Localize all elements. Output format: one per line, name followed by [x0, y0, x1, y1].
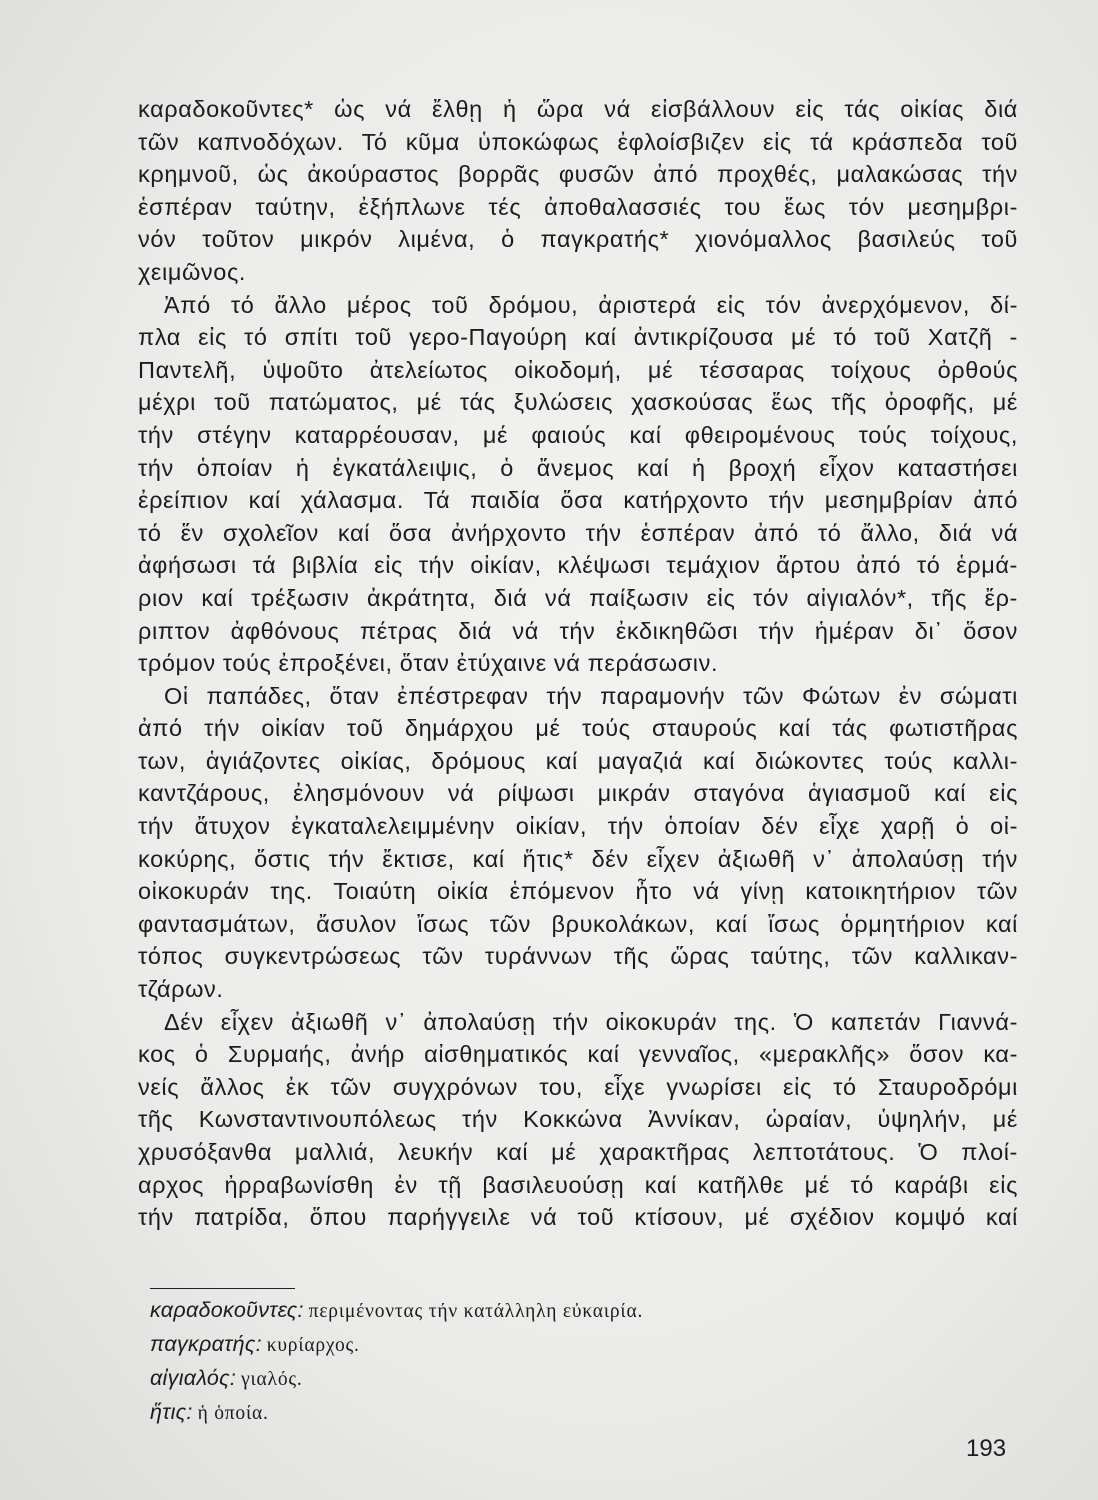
- footnote-definition: περιμένοντας τήν κατάλληλη εὐκαιρία.: [308, 1301, 644, 1322]
- text-line: καραδοκοῦντες* ὡς νά ἔλθῃ ἡ ὥρα νά εἰσβάλλουν εἰς τάς οἰκίας διά: [138, 96, 1018, 122]
- text-line: κοκύρης, ὅστις τήν ἔκτισε, καί ἥτις* δέν εἶχεν ἀξιωθῆ ν᾽ ἀπολαύσῃ τήν: [138, 845, 1018, 872]
- text-line: τζάρων.: [138, 976, 224, 1003]
- text-line: κρημνοῦ, ὡς ἀκούραστος βορρᾶς φυσῶν ἀπό προχθές, μαλακώσας τήν: [138, 161, 1018, 188]
- page-number: 193: [966, 1435, 1007, 1462]
- text-line: Ἀπό τό ἄλλο μέρος τοῦ δρόμου, ἀριστερά εἰς τόν ἀνερχόμενον, δί-: [164, 291, 1018, 318]
- text-line: οἰκοκυράν της. Τοιαύτη οἰκία ἑπόμενον ἦτο νά γίνῃ κατοικητήριον τῶν: [138, 878, 1018, 905]
- text-line: κος ὁ Συρμαής, ἀνήρ αἰσθηματικός καί γενναῖος, «μερακλῆς» ὅσον κα-: [138, 1041, 1018, 1068]
- text-line: τήν στέγην καταρρέουσαν, μέ φαιούς καί φθειρομένους τούς τοίχους,: [138, 421, 1018, 448]
- text-line: καντζάρους, ἐλησμόνουν νά ρίψωσι μικράν σταγόνα ἁγιασμοῦ καί εἰς: [138, 780, 1018, 807]
- text-line: Δέν εἶχεν ἀξιωθῆ ν᾽ ἀπολαύσῃ τήν οἰκοκυράν της. Ὁ καπετάν Γιαννά-: [164, 1008, 1018, 1035]
- text-line: τῆς Κωνσταντινουπόλεως τήν Κοκκώνα Ἀννίκαν, ὡραίαν, ὑψηλήν, μέ: [138, 1106, 1018, 1133]
- text-line: νείς ἄλλος ἐκ τῶν συγχρόνων του, εἶχε γνωρίσει εἰς τό Σταυροδρόμι: [138, 1073, 1018, 1100]
- footnote-term: ἥτις:: [150, 1400, 193, 1424]
- text-line: ἀφήσωσι τά βιβλία εἰς τήν οἰκίαν, κλέψωσι τεμάχιον ἄρτου ἀπό τό ἑρμά-: [138, 552, 1018, 579]
- text-line: τήν ὁποίαν ἡ ἐγκατάλειψις, ὁ ἄνεμος καί ἡ βροχή εἶχον καταστήσει: [138, 454, 1018, 481]
- text-line: ἐρείπιον καί χάλασμα. Τά παιδία ὅσα κατήρχοντο τήν μεσημβρίαν ἀπό: [138, 487, 1018, 514]
- footnote-term: αἰγιαλός:: [150, 1366, 237, 1390]
- text-line: τήν ἄτυχον ἐγκαταλελειμμένην οἰκίαν, τήν ὁποίαν δέν εἶχε χαρῇ ὁ οἰ-: [138, 813, 1018, 840]
- body-text: [138, 93, 1018, 1234]
- footnote: [150, 1294, 950, 1328]
- text-line: φαντασμάτων, ἄσυλον ἴσως τῶν βρυκολάκων, καί ἴσως ὁρμητήριον καί: [138, 910, 1018, 937]
- text-line: αρχος ἠρραβωνίσθη ἐν τῇ βασιλευούσῃ καί κατῆλθε μέ τό καράβι εἰς: [138, 1171, 1018, 1198]
- text-line: τό ἕν σχολεῖον καί ὅσα ἀνήρχοντο τήν ἑσπέραν ἀπό τό ἄλλο, διά νά: [138, 519, 1018, 546]
- text-line: τήν πατρίδα, ὅπου παρήγγειλε νά τοῦ κτίσουν, μέ σχέδιον κομψό καί: [138, 1204, 1018, 1231]
- footnote-definition: ἡ ὁποία.: [197, 1403, 269, 1424]
- text-line: Οἱ παπάδες, ὅταν ἐπέστρεφαν τήν παραμονήν τῶν Φώτων ἐν σώματι: [164, 682, 1018, 709]
- text-line: τρόμον τούς ἐπροξένει, ὅταν ἐτύχαινε νά περάσωσιν.: [138, 650, 719, 677]
- text-line: τῶν καπνοδόχων. Τό κῦμα ὑποκώφως ἐφλοίσβιζεν εἰς τά κράσπεδα τοῦ: [138, 128, 1018, 155]
- footnotes: [150, 1294, 950, 1430]
- footnote-definition: κυρίαρχος.: [266, 1335, 360, 1356]
- footnote-term: παγκρατής:: [150, 1332, 262, 1356]
- footnote-term: καραδοκοῦντες:: [150, 1298, 304, 1322]
- text-line: πλα εἰς τό σπίτι τοῦ γερο-Παγούρη καί ἀντικρίζουσα μέ τό τοῦ Χατζῆ -: [138, 324, 1018, 351]
- footnote: [150, 1362, 950, 1396]
- text-line: ριον καί τρέξωσιν ἀκράτητα, διά νά παίξωσιν εἰς τόν αἰγιαλόν*, τῆς ἔρ-: [138, 584, 1018, 611]
- text-line: μέχρι τοῦ πατώματος, μέ τάς ξυλώσεις χασκούσας ἕως τῆς ὀροφῆς, μέ: [138, 389, 1018, 416]
- footnote-divider: [150, 1288, 295, 1289]
- text-line: νόν τοῦτον μικρόν λιμένα, ὁ παγκρατής* χιονόμαλλος βασιλεύς τοῦ: [138, 226, 1018, 253]
- text-line: χειμῶνος.: [138, 258, 246, 285]
- text-line: των, ἁγιάζοντες οἰκίας, δρόμους καί μαγαζιά καί διώκοντες τούς καλλι-: [138, 747, 1018, 774]
- footnote: [150, 1328, 950, 1362]
- text-line: τόπος συγκεντρώσεως τῶν τυράννων τῆς ὥρας ταύτης, τῶν καλλικαν-: [138, 943, 1018, 970]
- text-line: ἀπό τήν οἰκίαν τοῦ δημάρχου μέ τούς σταυρούς καί τάς φωτιστῆρας: [138, 715, 1018, 742]
- footnote-definition: γιαλός.: [241, 1369, 303, 1390]
- text-line: ριπτον ἀφθόνους πέτρας διά νά τήν ἐκδικηθῶσι τήν ἡμέραν δι᾽ ὅσον: [138, 617, 1018, 644]
- text-line: ἑσπέραν ταύτην, ἐξήπλωνε τές ἀποθαλασσιές του ἕως τόν μεσημβρι-: [138, 193, 1018, 220]
- text-line: χρυσόξανθα μαλλιά, λευκήν καί μέ χαρακτῆρας λεπτοτάτους. Ὁ πλοί-: [138, 1139, 1018, 1165]
- text-line: Παντελῆ, ὑψοῦτο ἀτελείωτος οἰκοδομή, μέ τέσσαρας τοίχους ὀρθούς: [138, 356, 1018, 383]
- footnote: [150, 1396, 950, 1430]
